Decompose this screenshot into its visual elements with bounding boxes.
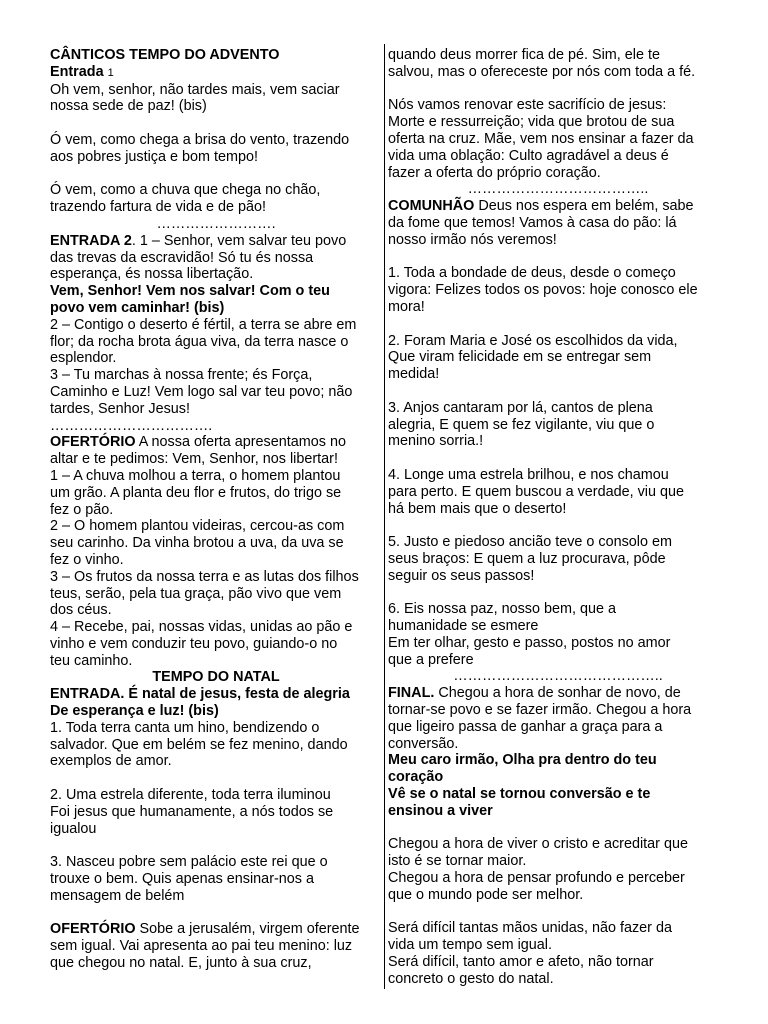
- text-line: Ó vem, como a chuva que chega no chão,: [50, 182, 321, 199]
- text-line: Foi jesus que humanamente, a nós todos se: [50, 803, 334, 820]
- text-line: altar e te pedimos: Vem, Senhor, nos libertar!: [50, 451, 338, 468]
- text-line: que o mundo pode ser melhor.: [388, 886, 584, 903]
- text-line: 3. Nasceu pobre sem palácio este rei que o: [50, 854, 328, 871]
- refrain-line: povo vem caminhar! (bis): [50, 299, 225, 316]
- text-line: 1 – A chuva molhou a terra, o homem plantou: [50, 467, 341, 484]
- text-line: 1. Toda terra canta um hino, bendizendo o: [50, 719, 320, 736]
- text-line: 3 – Os frutos da nossa terra e as lutas dos filhos: [50, 568, 359, 585]
- refrain-line: ensinou a viver: [388, 802, 493, 819]
- text-line: Será difícil, tanto amor e afeto, não tornar: [388, 954, 654, 971]
- text-line: mora!: [388, 298, 425, 315]
- text-line: aos pobres justiça e bom tempo!: [50, 148, 258, 165]
- text-line: Caminho e Luz! Vem logo sal var teu povo; não: [50, 383, 353, 400]
- text-line: esplendor.: [50, 350, 117, 367]
- text-line: quando deus morrer fica de pé. Sim, ele te: [388, 47, 660, 63]
- text-line: Será difícil tantas mãos unidas, não fazer da: [388, 920, 672, 937]
- left-column: [50, 47, 382, 972]
- text-line: alegria, E quem se fez vigilante, viu que o: [388, 416, 655, 433]
- text-line: 3 – Tu marchas à nossa frente; és Força,: [50, 367, 313, 384]
- right-column: [388, 47, 728, 988]
- text-line: nosso irmão nós veremos!: [388, 231, 557, 248]
- text-line: vigora: Felizes todos os povos: hoje conosco ele: [388, 282, 698, 299]
- natal-entrada-heading: ENTRADA. É natal de jesus, festa de alegria: [50, 686, 350, 703]
- text-line: para perto. E quem buscou a verdade, viu que: [388, 483, 684, 500]
- text-line: medida!: [388, 366, 440, 383]
- text-line: 5. Justo e piedoso ancião teve o consolo em: [388, 534, 672, 551]
- text-line: da fome que temos! Vamos à casa do pão: lá: [388, 214, 677, 231]
- section-title-natal: TEMPO DO NATAL: [152, 669, 280, 686]
- entrada2-heading: ENTRADA 2. 1 – Senhor, vem salvar teu povo: [50, 232, 347, 249]
- text-line: que a prefere: [388, 651, 474, 668]
- refrain-line: De esperança e luz! (bis): [50, 703, 219, 720]
- separator: …………………….: [156, 215, 276, 232]
- text-line: dos céus.: [50, 602, 112, 619]
- text-line: mensagem de belém: [50, 887, 185, 904]
- text-line: que chegou no natal. E, junto à sua cruz,: [50, 955, 312, 972]
- text-line: igualou: [50, 820, 97, 837]
- text-line: fazer a oferta do próprio coração.: [388, 164, 601, 181]
- text-line: 4. Longe uma estrela brilhou, e nos chamou: [388, 466, 669, 483]
- entrada1-heading: Entrada 1: [50, 63, 114, 80]
- text-line: 2. Foram Maria e José os escolhidos da vida,: [388, 332, 678, 349]
- text-line: isto é se tornar maior.: [388, 853, 527, 870]
- text-line: Nós vamos renovar este sacrifício de jesus:: [388, 97, 667, 114]
- text-line: seguir os seus passos!: [388, 567, 535, 584]
- text-line: um grão. A planta deu flor e frutos, do trigo se: [50, 484, 342, 501]
- text-line: há bem mais que o deserto!: [388, 500, 567, 517]
- text-line: Em ter olhar, gesto e passo, postos no amor: [388, 634, 671, 651]
- text-line: fez o pão.: [50, 501, 114, 518]
- text-line: salvador. Que em belém se fez menino, dando: [50, 736, 348, 753]
- text-line: tardes, Senhor Jesus!: [50, 400, 190, 417]
- text-line: Chegou a hora de pensar profundo e perceber: [388, 870, 685, 887]
- text-line: esperança, és nossa libertação.: [50, 266, 254, 283]
- text-line: 6. Eis nossa paz, nosso bem, que a: [388, 601, 616, 618]
- text-line: flor; da rocha brota água viva, da terra nasce o: [50, 333, 349, 350]
- refrain-line: coração: [388, 769, 444, 786]
- comunhao-heading: COMUNHÃO Deus nos espera em belém, sabe: [388, 198, 694, 215]
- text-line: trouxe o bem. Quis apenas ensinar-nos a: [50, 871, 314, 888]
- refrain-line: Vê se o natal se tornou conversão e te: [388, 786, 651, 803]
- text-line: concreto o gesto do natal.: [388, 970, 554, 987]
- text-line: fez o vinho.: [50, 551, 124, 568]
- text-line: Oh vem, senhor, não tardes mais, vem saciar: [50, 81, 340, 98]
- text-line: vida um tempo sem igual.: [388, 937, 552, 954]
- text-line: que ligeiro passa de ganhar a graça para a: [388, 718, 663, 735]
- text-line: seu carinho. Da vinha brotou a uva, da uva se: [50, 535, 344, 552]
- text-line: 2 – Contigo o deserto é fértil, a terra se abre em: [50, 316, 357, 333]
- text-line: tornar-se povo e se fazer irmão. Chegou a hora: [388, 702, 692, 719]
- text-line: Que viram felicidade em se entregar sem: [388, 349, 652, 366]
- text-line: vida uma oblação: Culto agradável a deus é: [388, 147, 669, 164]
- text-line: sem igual. Vai apresenta ao pai teu menino: luz: [50, 938, 353, 955]
- text-line: Chegou a hora de viver o cristo e acreditar que: [388, 836, 688, 853]
- text-line: 3. Anjos cantaram por lá, cantos de plena: [388, 399, 653, 416]
- text-line: oferta na cruz. Mãe, vem nos ensinar a fazer da: [388, 130, 694, 147]
- text-line: teus, serão, pela tua graça, pão vivo que vem: [50, 585, 342, 602]
- final-heading: FINAL. Chegou a hora de sonhar de novo, de: [388, 685, 681, 702]
- text-line: 2 – O homem plantou videiras, cercou-as com: [50, 518, 345, 535]
- text-line: vinho e vem conduzir teu povo, guiando-o no: [50, 635, 338, 652]
- column-divider: [384, 44, 385, 989]
- text-line: nossa sede de paz! (bis): [50, 98, 207, 115]
- text-line: Ó vem, como chega a brisa do vento, trazendo: [50, 131, 350, 148]
- separator: ………………………………..: [467, 181, 649, 198]
- text-line: seus braços: E quem a luz procurava, pôde: [388, 550, 666, 567]
- text-line: das trevas da escravidão! Só tu és nossa: [50, 249, 314, 266]
- refrain-line: Meu caro irmão, Olha pra dentro do teu: [388, 752, 657, 769]
- text-line: Morte e ressurreição; vida que brotou de sua: [388, 114, 675, 131]
- refrain-line: Vem, Senhor! Vem nos salvar! Com o teu: [50, 283, 330, 300]
- text-line: 2. Uma estrela diferente, toda terra iluminou: [50, 787, 331, 804]
- text-line: trazendo fartura de vida e de pão!: [50, 199, 267, 216]
- text-line: teu caminho.: [50, 652, 133, 669]
- separator: …………………………….: [50, 417, 213, 434]
- ofertorio2-heading: OFERTÓRIO Sobe a jerusalém, virgem oferente: [50, 921, 360, 938]
- ofertorio-heading: OFERTÓRIO A nossa oferta apresentamos no: [50, 434, 346, 451]
- page-title: CÂNTICOS TEMPO DO ADVENTO: [50, 47, 280, 63]
- text-line: conversão.: [388, 735, 459, 752]
- text-line: menino sorria.!: [388, 433, 484, 450]
- text-line: salvou, mas o ofereceste por nós com toda a fé.: [388, 63, 696, 80]
- text-line: 4 – Recebe, pai, nossas vidas, unidas ao pão e: [50, 619, 353, 636]
- text-line: exemplos de amor.: [50, 753, 172, 770]
- separator: ……………………………………..: [453, 668, 663, 685]
- text-line: 1. Toda a bondade de deus, desde o começo: [388, 265, 676, 282]
- text-line: humanidade se esmere: [388, 618, 539, 635]
